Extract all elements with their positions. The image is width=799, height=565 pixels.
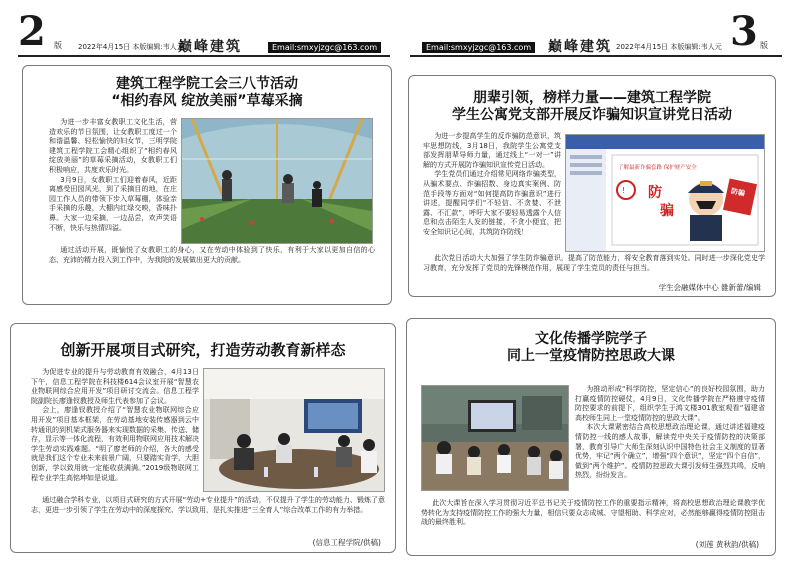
poster-badge: 防骗 [730,187,746,198]
greenhouse-photo [181,118,373,244]
poster-warning-glyph: ! [622,186,626,195]
article-paragraph: 为促进专业的提升与劳动教育有效融合，4月13日下午，信息工程学院在科技楼614会议室开展“智慧农业物联网综合应用开发”项目研讨交流会。信息工程学院副院长廖逢钗教授及师生代表参加了会议。 [31,368,199,405]
article-paragraph: 3月9日，女教职工们迎着春风，近距离感受田园风光，到了采摘目的地，在庄园工作人员的带领下步入草莓棚，体验亲手采摘的乐趣，大棚内红绿交映，香味扑鼻。大家一边采摘，一边品尝，欢声笑语不断，快乐与热情四溢。 [49,175,177,232]
article-paragraph: 为进一步提高学生的反诈骗防范意识，筑牢思想防线，3月18日，我院学生公寓党支部发挥朋辈导师力量，通过线上“一对一”讲解的方式开展防诈骗知识宣传党日活动。 [423,132,561,169]
left-email[interactable]: Email:smxyjzgc@163.com [268,42,381,53]
article-title-line: 文化传播学院学子 [535,331,647,347]
article-paragraph: 学生党员们通过介绍常见网络诈骗类型，从骗术要点、诈骗招数、身边真实案例、防范手段等方面对“如何提高防诈骗意识”进行讲述，提醒同学们“不轻信、不贪婪、不泄露、不汇款”，呼吁大家不要轻易透露个人信息和点击陌生人发的链接，不贪小便宜，把安全知识记心间，共筑防诈防线！ [423,170,561,236]
left-paper-name: 巅峰建筑 [178,39,242,55]
article-credit: (刘莲 黄秋韵/供稿) [695,540,759,549]
article-title-line: 同上一堂疫情防控思政大课 [507,348,675,364]
right-header-rule [410,55,782,57]
article-body-left-column [423,132,561,256]
poster-fang: 防 [648,185,662,201]
article-labor-education [10,323,396,553]
article-credit: (信息工程学院/供稿) [312,538,381,547]
article-title-line: 学生公寓党支部开展反诈骗知识宣讲党日活动 [452,107,732,123]
article-body-left-column [31,368,199,496]
left-date: 2022年4月15日 本版编辑:韦人元 [78,43,184,51]
article-paragraph: 本次大课紧密结合高校思想政治理论课，通过讲述福建疫情防控一线的感人故事，解读党中央关于疫情防控的决策部署，教育引导广大师生深刻认识中国特色社会主义制度的显著优势，牢记“两个确立”，增强“四个意识”，坚定“四个自信”，做到“两个维护”。疫情防控思政大课引发师生强烈共鸣，反响热烈，纷纷发言。 [575,423,765,480]
poster-warning-title: 了解最新诈骗套路 保护财产安全 [618,165,697,171]
right-email[interactable]: Email:smxyjzgc@163.com [422,42,535,53]
anti-fraud-poster-illustration [566,135,764,251]
article-paragraph: 此次大课旨在深入学习贯彻习近平总书记关于疫情防控工作的重要指示精神，将高校思想政治理论课教学优势转化为支持疫情防控工作的强大力量，相信只要众志成城、守望相助、科学应对，必然能够赢得疫情防控阻击战的最终胜利。 [421,499,765,527]
meeting-room-photo [203,368,385,492]
article-body-bottom [423,254,765,276]
article-anti-fraud [408,75,776,297]
poster-pian: 骗 [660,203,674,219]
article-strawberry [22,65,392,305]
article-title-line: 建筑工程学院工会三八节活动 [116,76,298,92]
right-ban-label: 版 [760,41,768,50]
article-body-bottom [49,246,375,282]
meeting-room-illustration [204,369,384,491]
right-paper-name: 巅峰建筑 [548,39,612,55]
article-credit: 学生会融媒体中心 雒新蕾/编辑 [658,283,761,292]
article-title-line: 朋辈引领，榜样力量——建筑工程学院 [473,90,711,106]
classroom-photo [421,385,569,491]
anti-fraud-poster [565,134,765,252]
article-body-right-column [575,385,765,497]
article-paragraph: 此次党日活动大大加强了学生防诈骗意识，提高了防范能力，将安全教育落到实处。同时进一步深化党史学习教育，充分发挥了党员的先锋模范作用，展现了学生党员的责任与担当。 [423,254,765,272]
left-header-rule [18,55,390,57]
classroom-illustration [422,386,568,490]
greenhouse-illustration [182,119,372,243]
article-body-bottom [421,499,765,535]
left-page-number: 2 [18,8,46,55]
article-title: 创新开展项目式研究，打造劳动教育新样态 [60,341,346,359]
article-title-line: “相约春风 绽放美丽”草莓采摘 [111,93,303,109]
right-page-number: 3 [730,8,758,55]
article-paragraph: 通过活动开展，既愉悦了女教职工的身心，又在劳动中体验到了快乐，有利于大家以更加自信的心态、充沛的精力投入到工作中，为我院的发展做出更大的贡献。 [49,246,375,264]
article-paragraph: 会上，廖逢钗教授介绍了“智慧农业物联网综合应用开发”项目基本框架，在劳动基地安装传感器到云中转通讯的到机架式服务器来实现数据的采集、传送、储存，显示等一体化流程，有效利用物联网应用技术解决学生劳动实践难题。“明了廖老师的介绍，各大的感受就是我们这个专业未来前景广阔，只要踏实肯学，大胆创新，学以致用就一定能收获满满。”2019级物联网工程专业学生高铭坤如是说道。 [31,406,199,482]
left-ban-label: 版 [54,41,62,50]
article-paragraph: 为推动形成“科学防控，坚定信心”的良好校园氛围，助力打赢疫情防控硬仗，4月9日，文化传播学院在严格遵守疫情防控要求的前提下，组织学生于鸿文楼301教室观看“福建省高校师生同上一堂疫情防控的思政大课”。 [575,385,765,422]
article-body-bottom [31,496,385,534]
article-civics-class [406,318,776,556]
article-paragraph: 通过融合学科专业，以项目式研究的方式开展“劳动+专业提升”的活动，不仅提升了学生的劳动能力、锻炼了意志，更进一步引领了学生在劳动中的深度探究、学以致用，是扎实推进“三全育人”综合改革工作的有力举措。 [31,496,385,514]
article-paragraph: 为进一步丰富女教职工文化生活，营造欢乐的节日氛围，让女教职工度过一个和谐温馨、轻松愉快的妇女节，三明学院建筑工程学院工会精心组织了“相约春风 绽放美丽”的草莓采摘活动，女教职工们积极响应，共度欢乐时光。 [49,118,177,174]
right-date: 2022年4月15日 本版编辑:韦人元 [616,43,722,51]
